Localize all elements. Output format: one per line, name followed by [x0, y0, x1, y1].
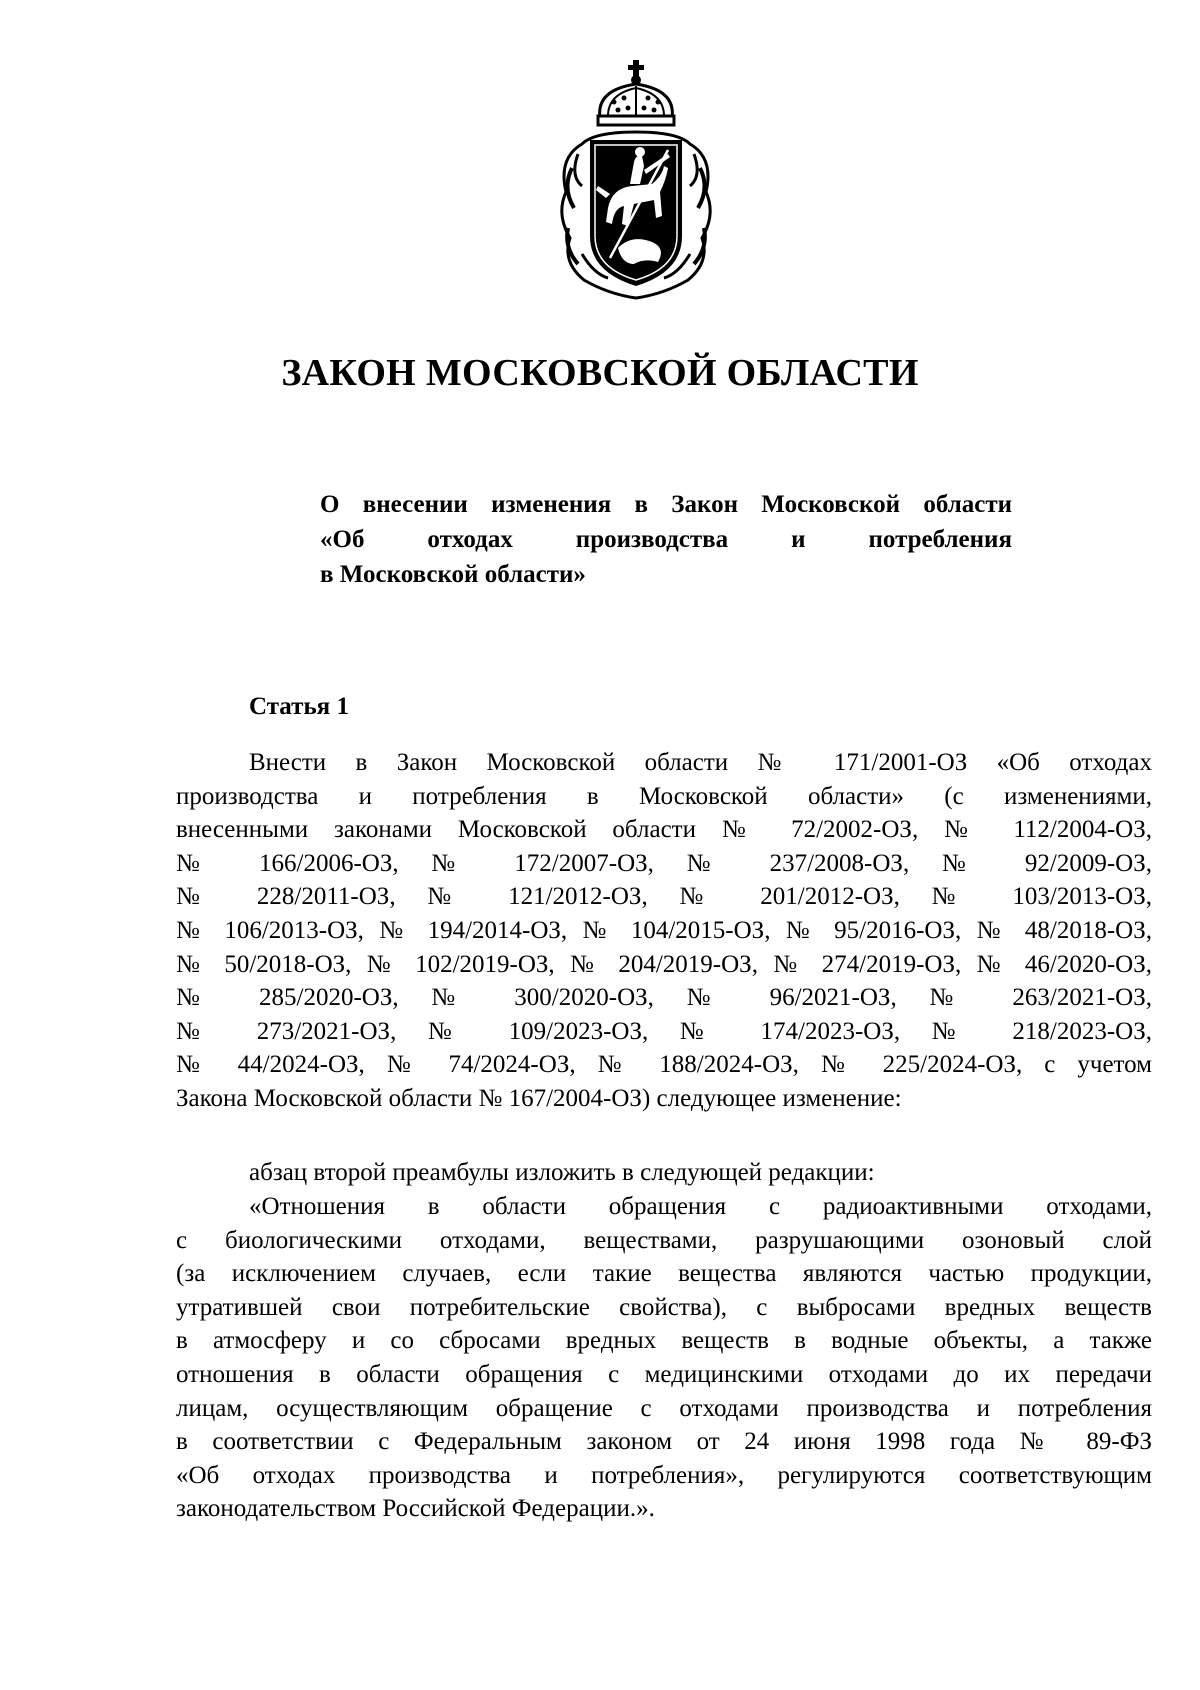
text-line: лицам, осуществляющим обращение с отходами производства и потребления	[176, 1394, 1152, 1422]
subject-line: в Московской области»	[320, 561, 586, 588]
text-line: № 228/2011-ОЗ, № 121/2012-ОЗ, № 201/2012-ОЗ, № 103/2013-ОЗ,	[176, 883, 1152, 911]
article-paragraph	[176, 746, 1152, 1116]
text-line: отношения в области обращения с медицинскими отходами до их передачи	[176, 1360, 1152, 1388]
document-subject	[320, 487, 1012, 592]
text-line: производства и потребления в Московской области» (с изменениями,	[176, 782, 1152, 810]
document-title: ЗАКОН МОСКОВСКОЙ ОБЛАСТИ	[281, 352, 919, 394]
subject-line: «Об отходах производства и потребления	[320, 526, 1012, 553]
text-line: № 50/2018-ОЗ, № 102/2019-ОЗ, № 204/2019-ОЗ, № 274/2019-ОЗ, № 46/2020-ОЗ,	[176, 950, 1152, 978]
text-line: № 273/2021-ОЗ, № 109/2023-ОЗ, № 174/2023-ОЗ, № 218/2023-ОЗ,	[176, 1017, 1152, 1045]
text-line: (за исключением случаев, если такие вещества являются частью продукции,	[176, 1260, 1152, 1288]
text-line: «Об отходах производства и потребления», регулируются соответствующим	[176, 1461, 1152, 1489]
text-line: с биологическими отходами, веществами, разрушающими озоновый слой	[176, 1226, 1152, 1254]
text-line: Внести в Закон Московской области № 171/2001-ОЗ «Об отходах	[249, 749, 1152, 776]
subject-line: О внесении изменения в Закон Московской области	[320, 491, 1012, 518]
text-line: внесенными законами Московской области № 72/2002-ОЗ, № 112/2004-ОЗ,	[176, 816, 1152, 844]
text-line: в атмосферу и со сбросами вредных веществ в водные объекты, а также	[176, 1327, 1152, 1355]
text-line: «Отношения в области обращения с радиоактивными отходами,	[249, 1193, 1152, 1220]
text-line: № 166/2006-ОЗ, № 172/2007-ОЗ, № 237/2008-ОЗ, № 92/2009-ОЗ,	[176, 849, 1152, 877]
text-line: абзац второй преамбулы изложить в следующей редакции:	[249, 1159, 875, 1186]
text-line: № 44/2024-ОЗ, № 74/2024-ОЗ, № 188/2024-ОЗ, № 225/2024-ОЗ, с учетом	[176, 1051, 1152, 1079]
coat-of-arms-icon	[548, 58, 724, 302]
text-line: утратившей свои потребительские свойства), с выбросами вредных веществ	[176, 1293, 1152, 1321]
instruction-paragraph	[176, 1156, 1152, 1190]
article-heading: Статья 1	[249, 693, 349, 720]
text-line: № 106/2013-ОЗ, № 194/2014-ОЗ, № 104/2015-ОЗ, № 95/2016-ОЗ, № 48/2018-ОЗ,	[176, 916, 1152, 944]
text-line: законодательством Российской Федерации.».	[176, 1495, 655, 1523]
text-line: № 285/2020-ОЗ, № 300/2020-ОЗ, № 96/2021-ОЗ, № 263/2021-ОЗ,	[176, 984, 1152, 1012]
quoted-amendment	[176, 1190, 1152, 1526]
text-line: в соответствии с Федеральным законом от 24 июня 1998 года № 89-ФЗ	[176, 1428, 1152, 1456]
text-line: Закона Московской области № 167/2004-ОЗ) следующее изменение:	[176, 1084, 902, 1112]
